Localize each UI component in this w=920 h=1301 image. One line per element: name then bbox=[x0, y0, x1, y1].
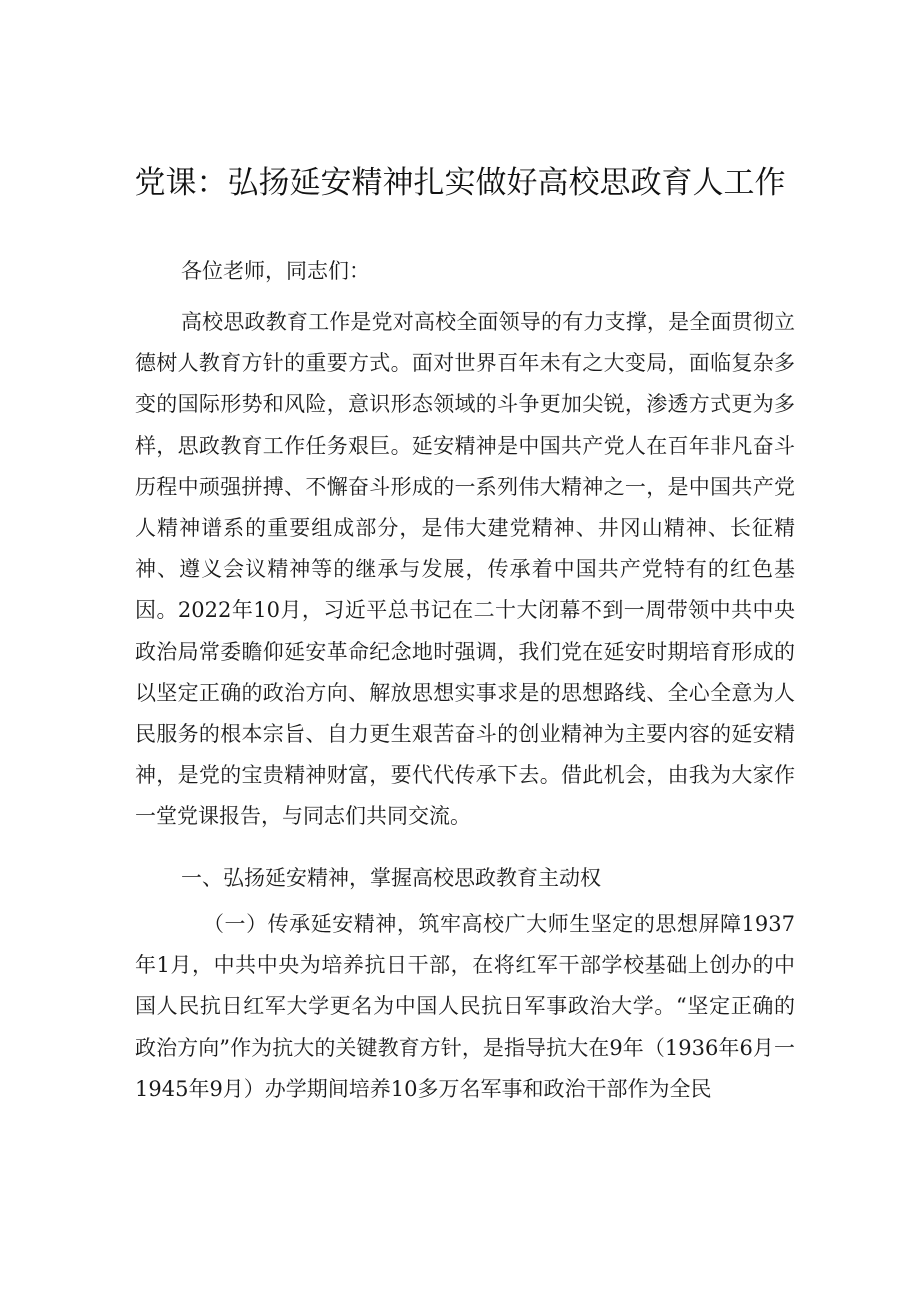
section-heading: 一、弘扬延安精神，掌握高校思政教育主动权 bbox=[181, 866, 601, 890]
paragraph-intro: 高校思政教育工作是党对高校全面领导的有力支撑，是全面贯彻立德树人教育方针的重要方式。面对世界百年未有之大变局，面临复杂多变的国际形势和风险，意识形态领域的斗争更加尖锐，渗透方式更为多样，思政教育工作任务艰巨。延安精神是中国共产党人在百年非凡奋斗历程中顽强拼搏、不懈奋斗形成的一系列伟大精神之一，是中国共产党人精神谱系的重要组成部分，是伟大建党精神、井冈山精神、长征精神、遵义会议精神等的继承与发展，传承着中国共产党特有的红色基因。2022年10月，习近平总书记在二十大闭幕不到一周带领中共中央政治局常委瞻仰延安革命纪念地时强调，我们党在延安时期培育形成的以坚定正确的政治方向、解放思想实事求是的思想路线、全心全意为人民服务的根本宗旨、自力更生艰苦奋斗的创业精神为主要内容的延安精神，是党的宝贵精神财富，要代代传承下去。借此机会，由我为大家作一堂党课报告，与同志们共同交流。 bbox=[135, 310, 795, 829]
salutation: 各位老师，同志们： bbox=[181, 259, 370, 283]
paragraph-subsection: （一）传承延安精神，筑牢高校广大师生坚定的思想屏障1937年1月，中共中央为培养抗日干部，在将红军干部学校基础上创办的中国人民抗日红军大学更名为中国人民抗日军事政治大学。“坚定正确的政治方向”作为抗大的关键教育方针，是指导抗大在9年（1936年6月一1945年9月）办学期间培养10多万名军事和政治干部作为全民 bbox=[135, 912, 795, 1101]
document-title: 党课：弘扬延安精神扎实做好高校思政育人工作 bbox=[134, 165, 786, 201]
